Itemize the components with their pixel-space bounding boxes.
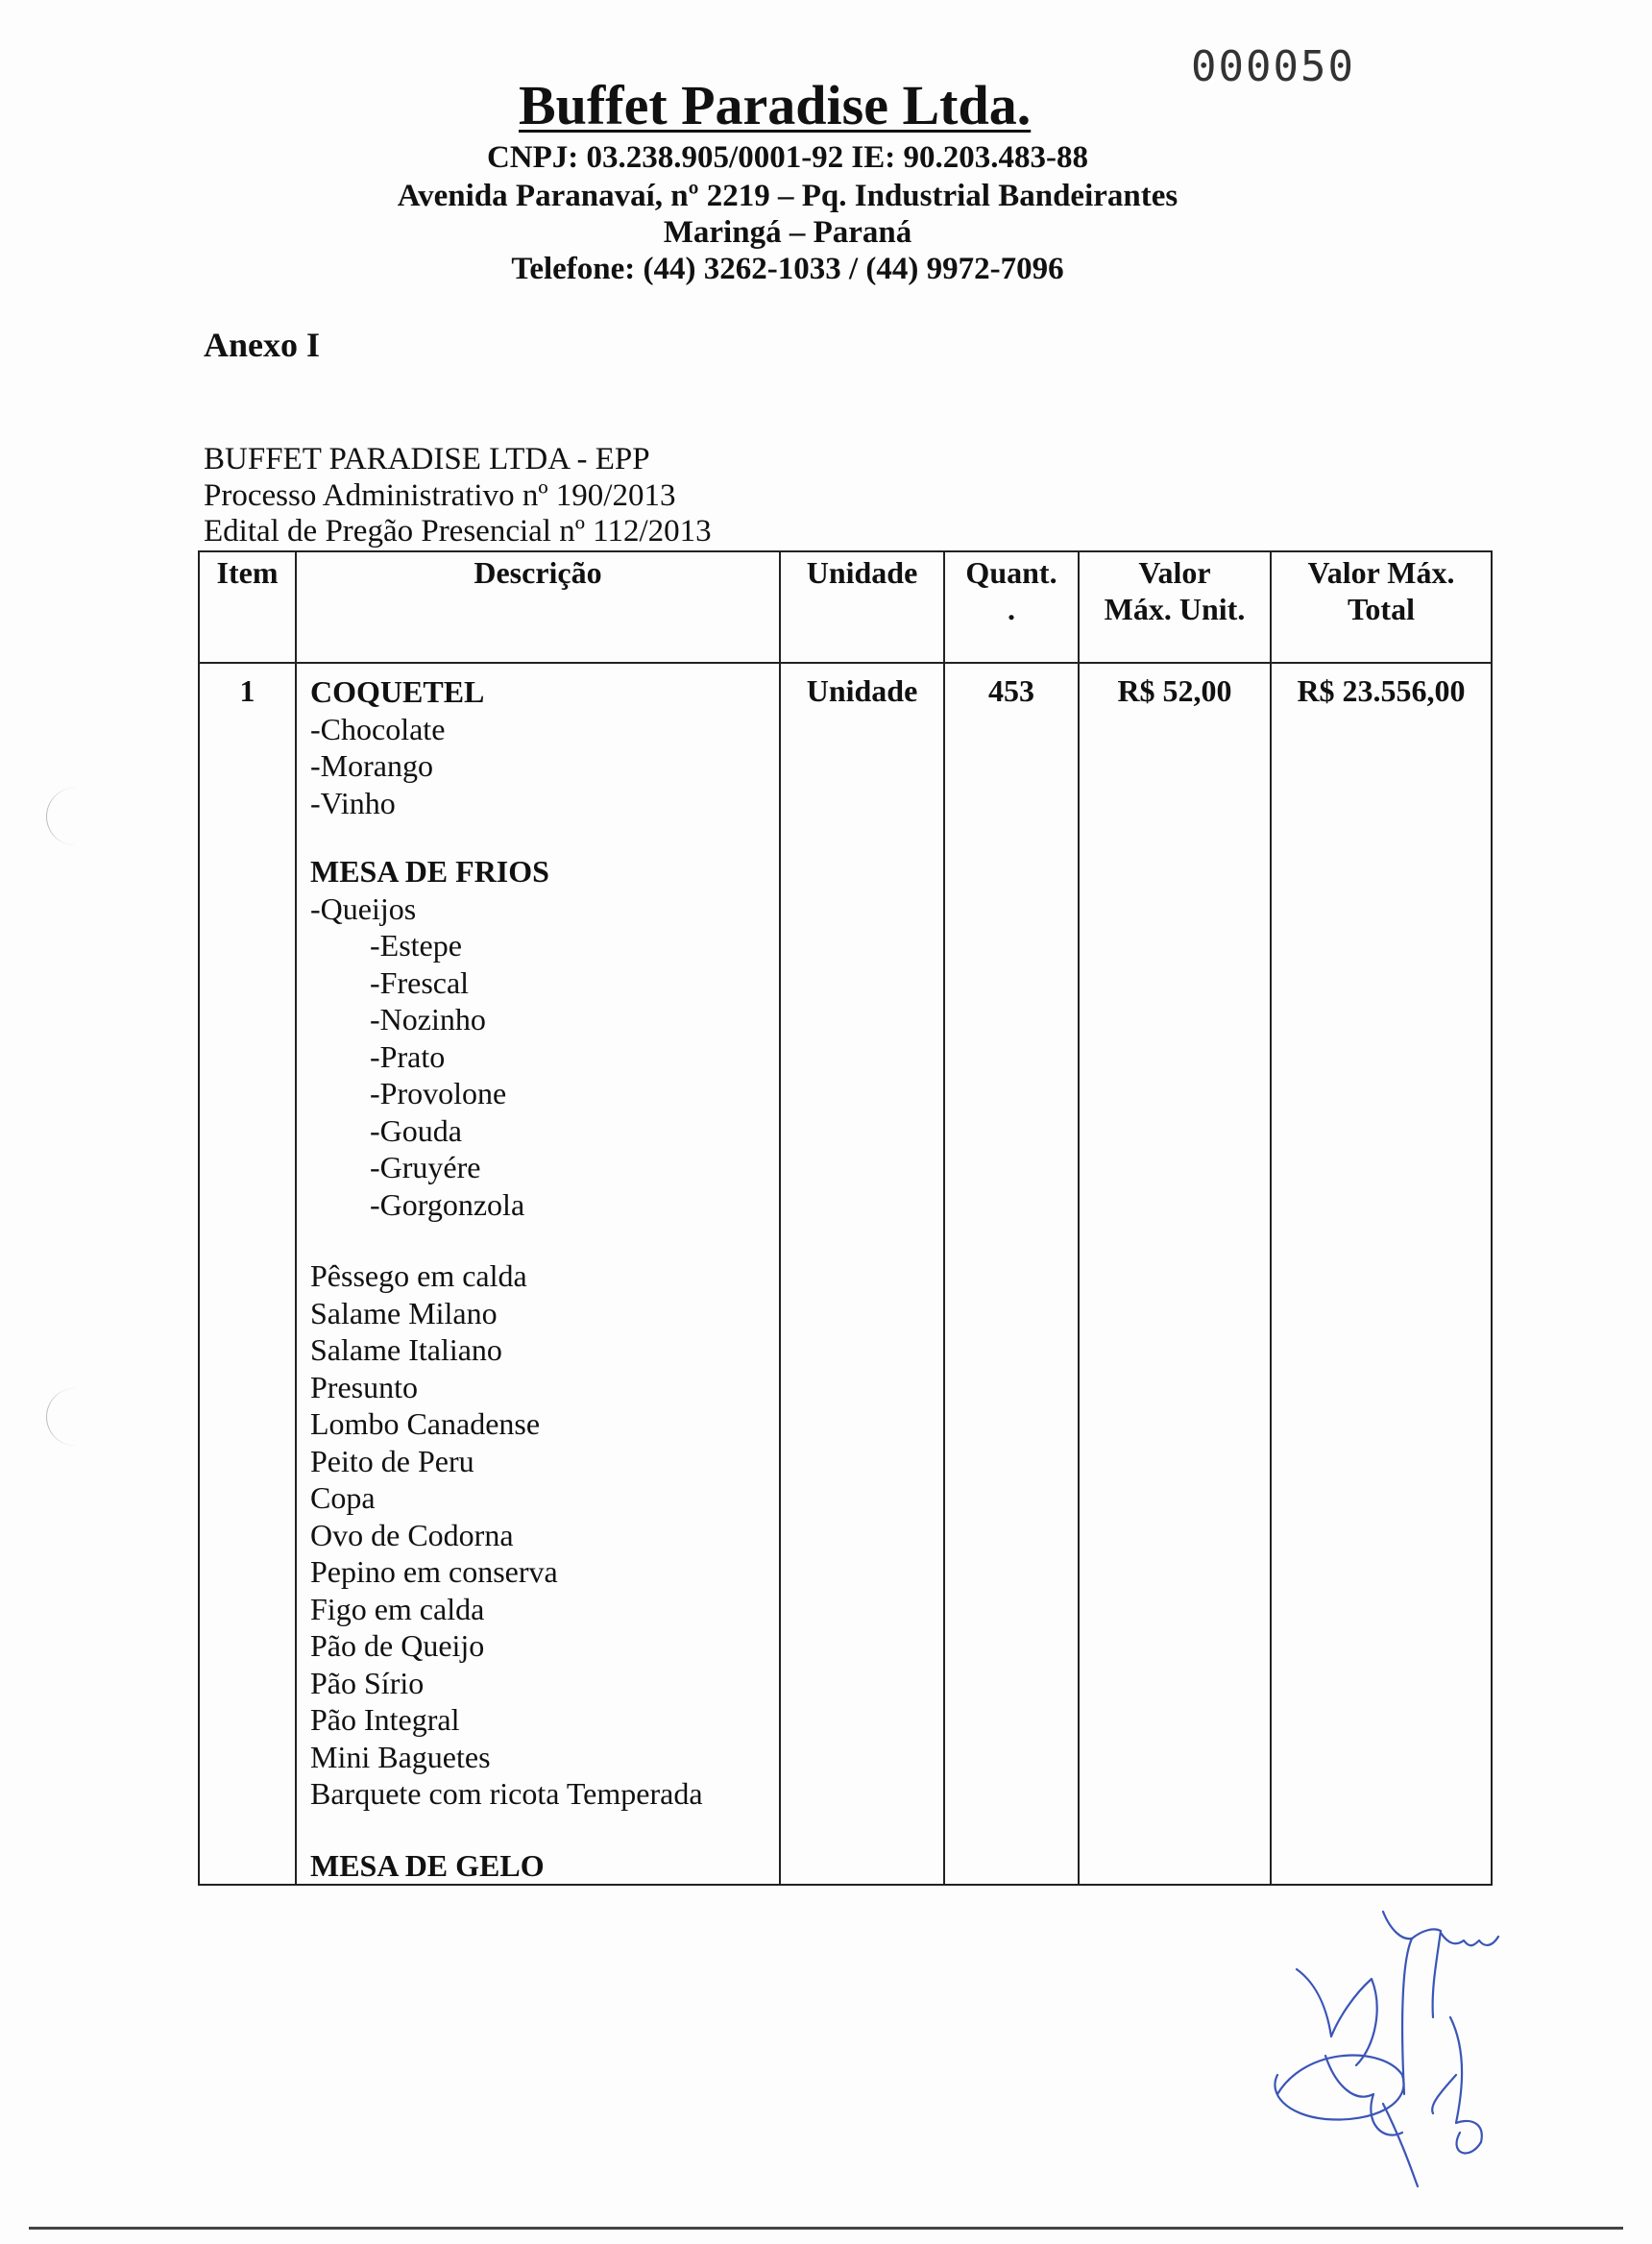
list-item: -Gorgonzola xyxy=(370,1186,525,1222)
header-valor-total-line1: Valor Máx. xyxy=(1307,555,1455,590)
header-quant-line1: Quant. xyxy=(965,555,1057,590)
list-item: -Gouda xyxy=(370,1112,462,1148)
list-item: Salame Milano xyxy=(310,1295,498,1330)
list-item: -Gruyére xyxy=(370,1150,481,1184)
punch-hole-mark xyxy=(46,788,105,845)
header-item: Item xyxy=(199,551,296,663)
list-item: Salame Italiano xyxy=(310,1332,502,1367)
list-item: -Estepe xyxy=(370,928,462,963)
punch-hole-mark xyxy=(46,1388,105,1446)
list-item: Ovo de Codorna xyxy=(310,1517,514,1552)
cell-unidade: Unidade xyxy=(780,663,944,1885)
header-valor-unit xyxy=(1079,551,1271,663)
company-address: Avenida Paranavaí, nº 2219 – Pq. Industrial Bandeirantes xyxy=(397,179,1178,213)
list-item: Figo em calda xyxy=(310,1591,485,1626)
list-item: -Chocolate xyxy=(310,711,446,746)
list-item: -Vinho xyxy=(310,785,396,820)
header-unidade: Unidade xyxy=(780,551,944,663)
list-item: Peito de Peru xyxy=(310,1443,474,1478)
list-item: -Provolone xyxy=(370,1076,507,1110)
handwritten-signature xyxy=(1268,1902,1594,2190)
section-coquetel: COQUETEL xyxy=(310,674,485,709)
list-item: -Frescal xyxy=(370,964,470,1000)
table-header-row xyxy=(199,551,1492,663)
items-table xyxy=(198,550,1493,1886)
header-quant xyxy=(944,551,1079,663)
company-name: Buffet Paradise Ltda. xyxy=(519,74,1032,136)
list-item: Pão de Queijo xyxy=(310,1628,485,1663)
header-quant-line2: . xyxy=(1008,592,1015,626)
section-mesa-de-frios: MESA DE FRIOS xyxy=(310,854,549,889)
header-valor-total-line2: Total xyxy=(1348,592,1415,626)
company-city: Maringá – Paraná xyxy=(663,215,912,250)
bottom-edge-line xyxy=(29,2227,1623,2230)
list-item: Pão Sírio xyxy=(310,1665,425,1700)
cell-descricao xyxy=(296,663,780,1885)
cell-valor-unit: R$ 52,00 xyxy=(1079,663,1271,1885)
list-item: Barquete com ricota Temperada xyxy=(310,1776,703,1811)
list-item: Lombo Canadense xyxy=(310,1406,541,1441)
page-number-stamp: 000050 xyxy=(1191,42,1355,91)
list-item: -Morango xyxy=(310,748,433,783)
annex-title: Anexo I xyxy=(204,326,321,364)
list-item: Pão Integral xyxy=(310,1702,460,1737)
section-mesa-de-gelo: MESA DE GELO xyxy=(310,1847,545,1883)
list-item: -Nozinho xyxy=(370,1002,486,1037)
table-row xyxy=(199,663,1492,1885)
intro-company: BUFFET PARADISE LTDA - EPP xyxy=(204,442,650,476)
header-valor-unit-line2: Máx. Unit. xyxy=(1104,592,1246,626)
list-item: Pêssego em calda xyxy=(310,1258,527,1293)
list-item: -Prato xyxy=(370,1038,446,1074)
company-cnpj-ie: CNPJ: 03.238.905/0001-92 IE: 90.203.483-88 xyxy=(486,140,1089,175)
list-item: Presunto xyxy=(310,1369,418,1404)
list-item: Mini Baguetes xyxy=(310,1739,491,1774)
intro-edital: Edital de Pregão Presencial nº 112/2013 xyxy=(204,514,712,549)
list-item: Copa xyxy=(310,1480,376,1515)
header-valor-total xyxy=(1271,551,1492,663)
header-descricao: Descrição xyxy=(296,551,780,663)
list-item: -Queijos xyxy=(310,890,417,926)
cell-quant: 453 xyxy=(944,663,1079,1885)
company-phone: Telefone: (44) 3262-1033 / (44) 9972-7096 xyxy=(511,252,1064,286)
header-valor-unit-line1: Valor xyxy=(1138,555,1211,590)
list-item: Pepino em conserva xyxy=(310,1554,558,1589)
cell-valor-total: R$ 23.556,00 xyxy=(1271,663,1492,1885)
intro-process: Processo Administrativo nº 190/2013 xyxy=(204,478,676,513)
cell-item: 1 xyxy=(199,663,296,1885)
